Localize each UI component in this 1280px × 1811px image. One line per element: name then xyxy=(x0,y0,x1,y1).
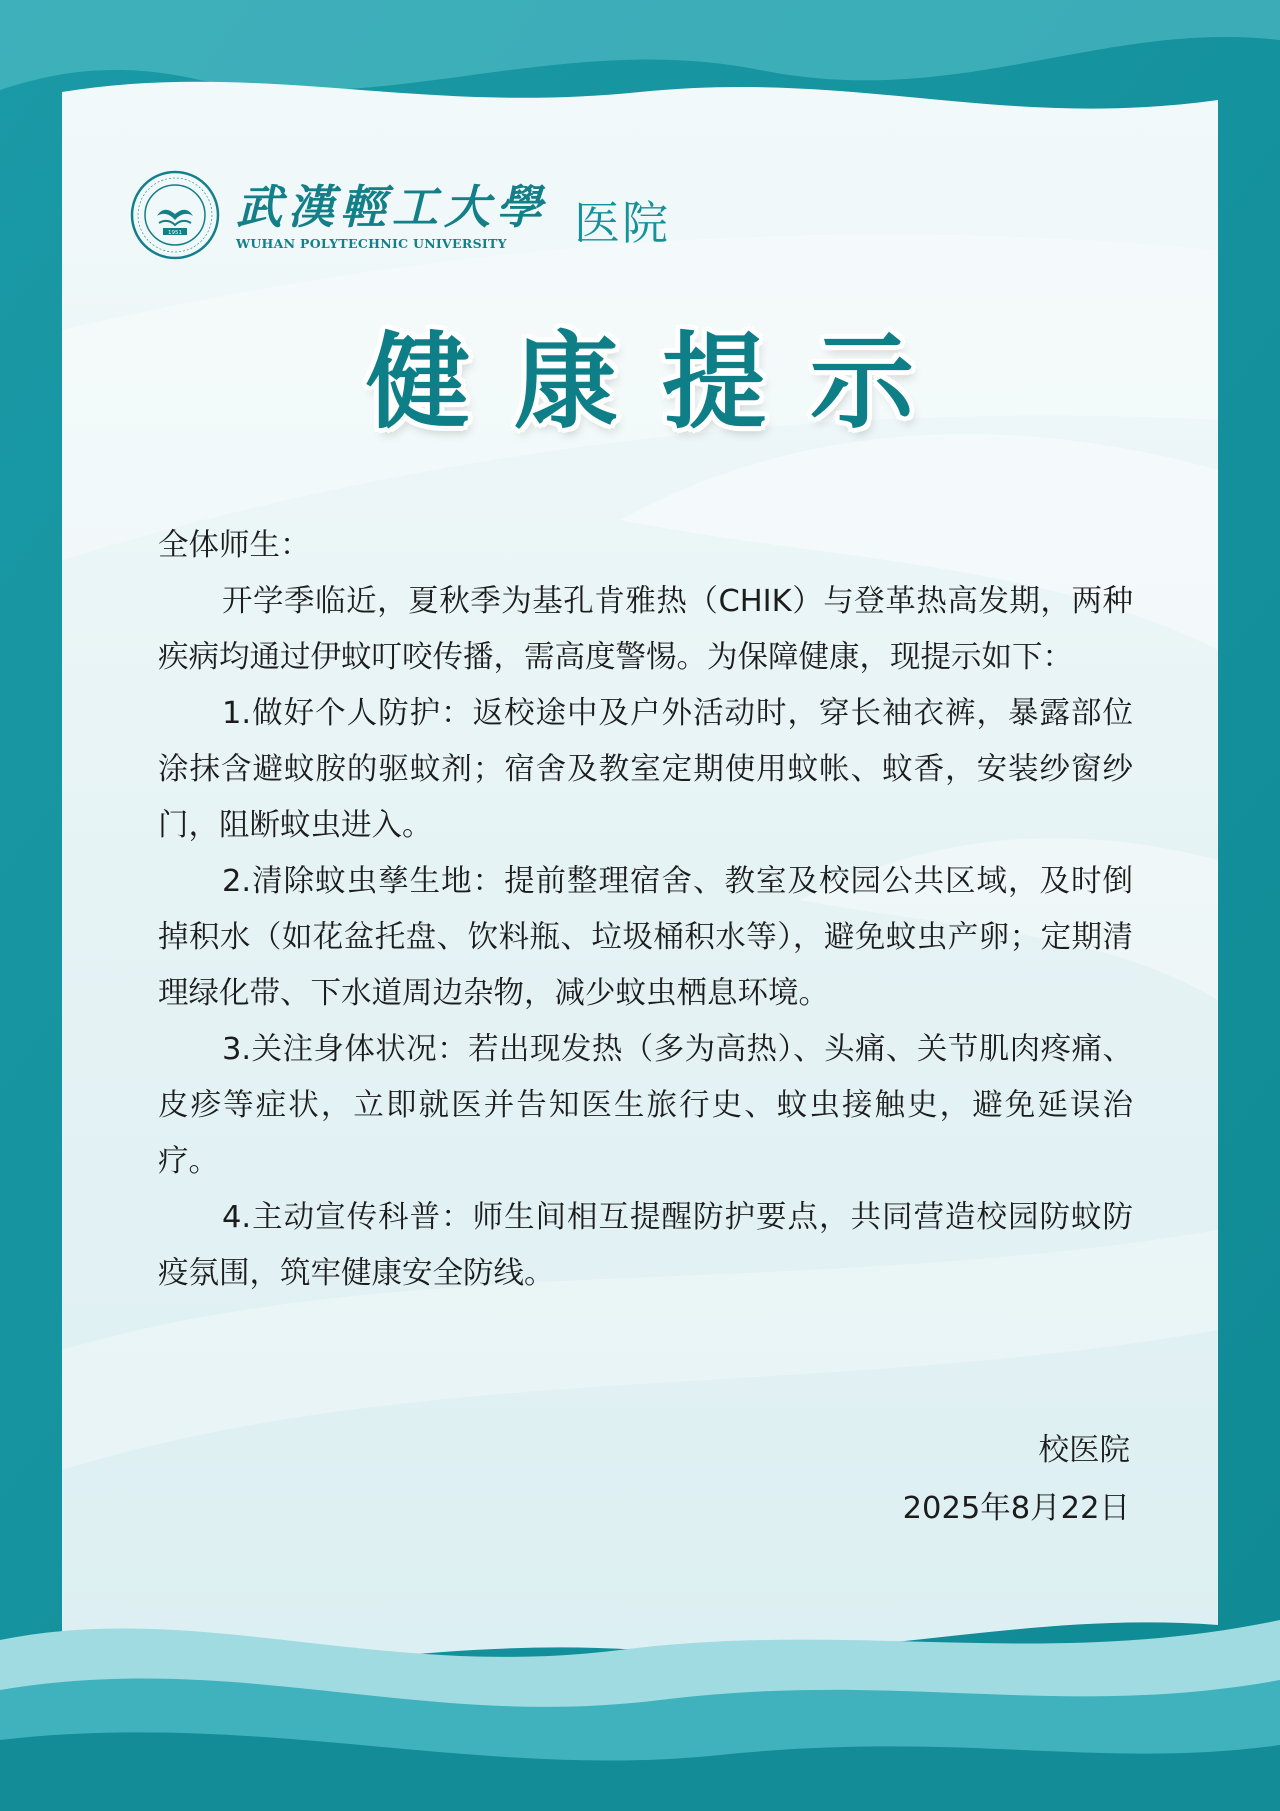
item-publicity: 4.主动宣传科普：师生间相互提醒防护要点，共同营造校园防蚊防疫氛围，筑牢健康安全防线。 xyxy=(158,1200,1133,1291)
notice-body xyxy=(158,518,1133,1302)
signature-block xyxy=(903,1422,1130,1538)
university-seal-logo xyxy=(130,170,220,260)
salutation: 全体师生： xyxy=(158,528,311,563)
issuer: 校医院 xyxy=(1038,1433,1130,1468)
item-health-status: 3.关注身体状况：若出现发热（多为高热）、头痛、关节肌肉疼痛、皮疹等症状，立即就医并告知医生旅行史、蚊虫接触史，避免延误治疗。 xyxy=(158,1032,1133,1179)
university-brand xyxy=(236,180,548,251)
university-name-cn: 武漢輕工大學 xyxy=(236,179,548,234)
university-name-en: WUHAN POLYTECHNIC UNIVERSITY xyxy=(236,235,507,251)
item-personal-protection: 1.做好个人防护：返校途中及户外活动时，穿长袖衣裤，暴露部位涂抹含避蚊胺的驱蚊剂；宿舍及教室定期使用蚊帐、蚊香，安装纱窗纱门，阻断蚊虫进入。 xyxy=(158,696,1133,843)
header xyxy=(130,160,670,270)
intro-paragraph: 开学季临近，夏秋季为基孔肯雅热（CHIK）与登革热高发期，两种疾病均通过伊蚊叮咬传播，需高度警惕。为保障健康，现提示如下： xyxy=(158,584,1133,675)
department-name: 医院 xyxy=(574,196,670,250)
seal-year: 1951 xyxy=(168,230,182,236)
page-title: 健康提示 xyxy=(365,321,958,443)
issue-date: 2025年8月22日 xyxy=(902,1491,1130,1526)
item-breeding-sites: 2.清除蚊虫孳生地：提前整理宿舍、教室及校园公共区域，及时倒掉积水（如花盆托盘、饮料瓶、垃圾桶积水等），避免蚊虫产卵；定期清理绿化带、下水道周边杂物，减少蚊虫栖息环境。 xyxy=(158,864,1133,1011)
